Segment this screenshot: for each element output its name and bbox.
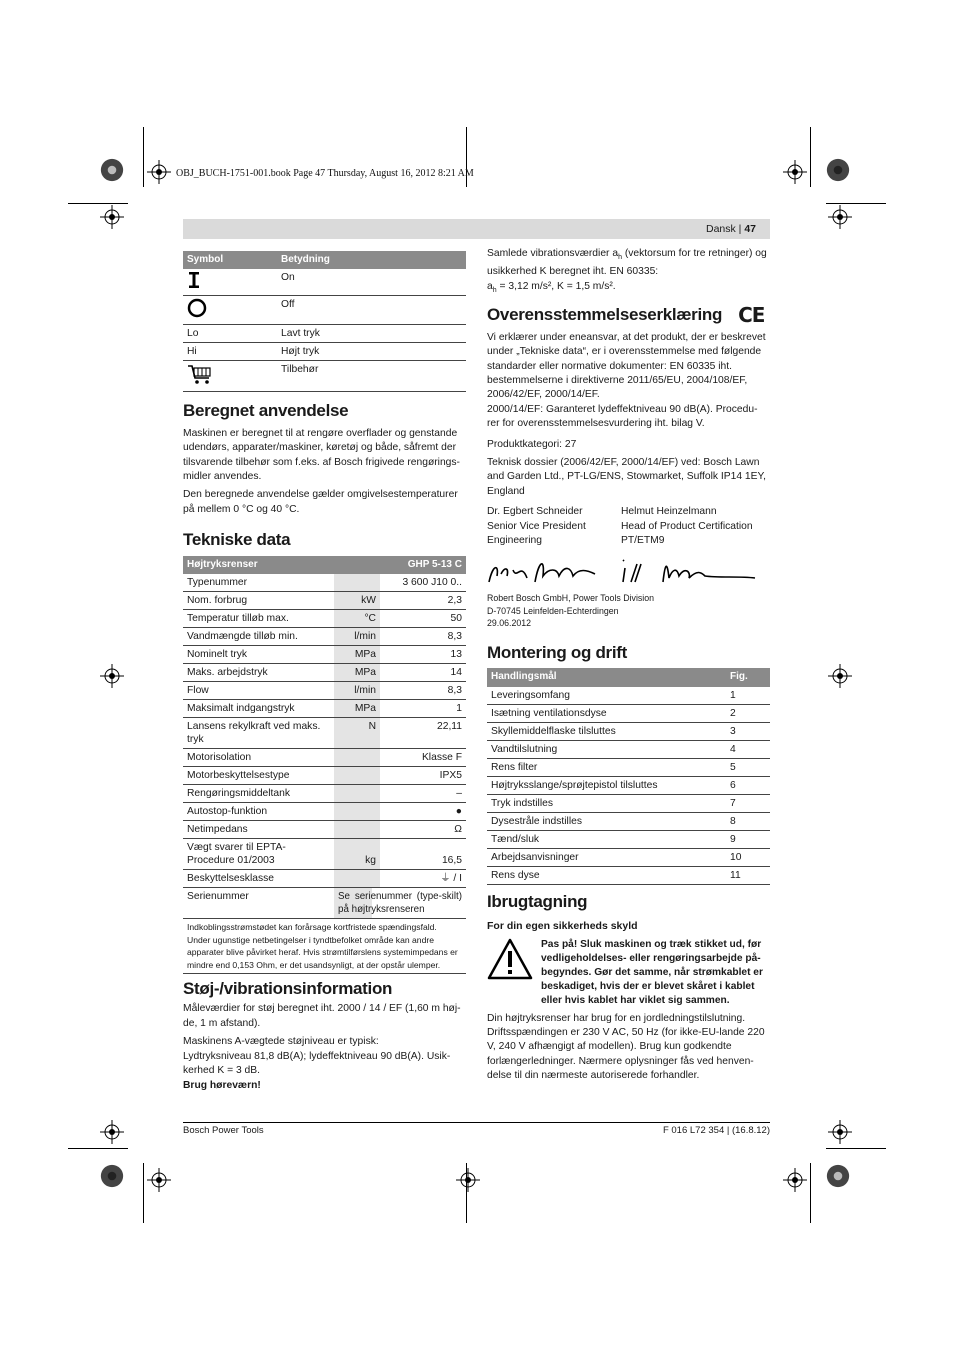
crosshair-icon: [100, 1120, 124, 1144]
spec-value: IPX5: [380, 767, 466, 785]
table-row: [183, 785, 466, 803]
spec-label: Motorbeskyttelsestype: [183, 767, 334, 785]
footer-right: F 016 L72 354 | (16.8.12): [662, 1125, 770, 1136]
company-address: Robert Bosch GmbH, Power Tools Division D-70745 Leinfelden-Echterdingen 29.06.2012: [487, 593, 655, 629]
spec-unit: [334, 767, 380, 785]
paragraph: Lydtryksniveau 81,8 dB(A); lydeffektniveau 90 dB(A). Usik-kerhed K = 3 dB.: [183, 1050, 451, 1077]
registration-wheel-icon: [100, 158, 124, 182]
table-row: [487, 776, 770, 794]
table-row: [183, 767, 466, 785]
spec-label: Lansens rekylkraft ved maks. tryk: [183, 718, 334, 749]
table-row: [183, 749, 466, 767]
spec-unit: °C: [334, 610, 380, 628]
spec-value: 16,5: [380, 839, 466, 870]
paragraph: Den beregnede anvendelse gælder omgivelsestemperaturer på mellem 0 °C og 40 °C.: [183, 489, 458, 515]
right-column: [487, 247, 770, 1088]
action-cell: Tænd/sluk: [487, 830, 726, 848]
table-row: [183, 325, 466, 343]
spec-unit: N: [334, 718, 380, 749]
crosshair-icon: [100, 664, 124, 688]
spec-value: 8,3: [380, 682, 466, 700]
meaning-cell: Off: [277, 296, 466, 325]
spec-unit: [334, 821, 380, 839]
table-row: [487, 830, 770, 848]
assembly-header-fig: Fig.: [726, 668, 770, 686]
spec-unit: [334, 785, 380, 803]
figure-cell: 2: [726, 704, 770, 722]
spec-value: 22,11: [380, 718, 466, 749]
tech-data-table: [183, 556, 466, 974]
spec-unit: kW: [334, 592, 380, 610]
table-row: [183, 821, 466, 839]
safety-subtitle: For din egen sikkerheds skyld: [487, 920, 638, 933]
spec-unit: [334, 574, 380, 592]
crosshair-icon: [828, 205, 852, 229]
spec-value: 50: [380, 610, 466, 628]
crosshair-icon: [783, 1168, 807, 1192]
action-cell: Rens filter: [487, 758, 726, 776]
footer-left: Bosch Power Tools: [183, 1125, 264, 1136]
figure-cell: 10: [726, 848, 770, 866]
figure-cell: 7: [726, 794, 770, 812]
figure-cell: 3: [726, 722, 770, 740]
figure-cell: 11: [726, 866, 770, 884]
table-row: [183, 269, 466, 296]
signer-title: Senior Vice President: [487, 520, 586, 532]
symbols-header-meaning: Betydning: [277, 251, 466, 269]
spec-value: 14: [380, 664, 466, 682]
signer-dept: PT/ETM9: [621, 535, 665, 546]
spec-value: 3 600 J10 0..: [380, 574, 466, 592]
spec-unit: kg: [334, 839, 380, 870]
table-row: [487, 866, 770, 884]
spec-value: ●: [380, 803, 466, 821]
table-row: [183, 646, 466, 664]
section-title: Montering og drift: [487, 642, 628, 662]
paragraph: Produktkategori: 27: [487, 438, 577, 450]
table-row: [183, 803, 466, 821]
warning-block: [487, 938, 770, 1008]
registration-wheel-icon: [826, 1164, 850, 1188]
section-title: Tekniske data: [183, 530, 291, 550]
table-row: [183, 296, 466, 325]
table-row: [487, 848, 770, 866]
spec-label: Maks. arbejdstryk: [183, 664, 334, 682]
action-cell: Leveringsomfang: [487, 687, 726, 705]
figure-cell: 4: [726, 740, 770, 758]
tech-header-left: Højtryksrenser: [183, 556, 334, 574]
spec-label: Temperatur tilløb max.: [183, 610, 334, 628]
figure-cell: 5: [726, 758, 770, 776]
meaning-cell: Lavt tryk: [277, 325, 466, 343]
spec-label: Motorisolation: [183, 749, 334, 767]
table-row: [183, 664, 466, 682]
meaning-cell: Tilbehør: [277, 361, 466, 392]
action-cell: Vandtilslutning: [487, 740, 726, 758]
spec-label: Nom. forbrug: [183, 592, 334, 610]
paragraph: Din højtryksrenser har brug for en jordledningstilslutning. Driftsspændingen er 230 V AC, 50 Hz (for ikke-EU-lande 220 V, 240 V afhængigt af modellen). Brug kun godkendte forlængerledninger. Nærmere oplysninger fås ved henven-delse til din nærmeste autoriserede forhandler.: [487, 1012, 765, 1082]
crop-mark: [68, 203, 128, 204]
table-row: [487, 704, 770, 722]
section-title: Beregnet anvendelse: [183, 401, 349, 421]
paragraph: Vi erklærer under eneansvar, at det produkt, der er beskrevet under „Tekniske data“, er i overensstemmelse med følgende standarder eller normative dokumenter: EN 60335 iht. bestemmelserne i direktiverne 2011/65/EU, 2004/108/EF, 2006/42/EF, 2000/14/EF.: [487, 331, 766, 401]
spec-label: Beskyttelsesklasse: [183, 870, 334, 888]
paragraph: Måleværdier for støj beregnet iht. 2000 / 14 / EF (1,60 m høj-de, 1 m afstand).: [183, 1003, 461, 1029]
crosshair-icon: [828, 1120, 852, 1144]
crop-mark: [810, 127, 811, 187]
figure-cell: 1: [726, 687, 770, 705]
spec-label: Rengøringsmiddeltank: [183, 785, 334, 803]
signature-2: [619, 554, 759, 590]
crosshair-icon: [100, 205, 124, 229]
spec-value: 13: [380, 646, 466, 664]
table-row: [183, 700, 466, 718]
spec-unit: [334, 803, 380, 821]
table-row: [183, 592, 466, 610]
page-header: [183, 219, 770, 239]
signers: [487, 505, 770, 548]
spec-value: 2,3: [380, 592, 466, 610]
spec-label: Vægt svarer til EPTA-Procedure 01/2003: [183, 839, 334, 870]
paragraph: Maskinens A-vægtede støjniveau er typisk:: [183, 1036, 379, 1048]
crop-mark: [810, 1163, 811, 1223]
left-column: [183, 251, 466, 1097]
registration-wheel-icon: [100, 1164, 124, 1188]
table-row: [487, 812, 770, 830]
action-cell: Rens dyse: [487, 866, 726, 884]
warning-text: Pas på! Sluk maskinen og træk stikket ud, før vedligeholdelses- eller rengøringsarbejde på-begyndes. Gør det samme, når strømkablet er beskadiget, hvis der er blevet skåret i kablet eller hvis kablet har viklet sig sammen.: [541, 938, 763, 1006]
table-row: [487, 758, 770, 776]
spec-value: ⏚ / I: [380, 870, 466, 888]
table-row: [183, 888, 466, 919]
accessory-cart-icon: [187, 363, 213, 385]
table-row: [183, 610, 466, 628]
section-title: Støj-/vibrationsinformation: [183, 979, 393, 999]
spec-label: Vandmængde tilløb min.: [183, 628, 334, 646]
symbol-cell: [183, 296, 277, 325]
spec-value: 1: [380, 700, 466, 718]
action-cell: Dysestråle indstilles: [487, 812, 726, 830]
section-title: Ibrugtagning: [487, 891, 588, 911]
paragraph: Teknisk dossier (2006/42/EF, 2000/14/EF) ved: Bosch Lawn and Garden Ltd., PT-LG/ENS, Stowmarket, Suffolk IP14 1EY, England: [487, 456, 766, 497]
section-title: Overensstemmelseserklæring: [487, 305, 723, 325]
spec-label: Maksimalt indgangstryk: [183, 700, 334, 718]
assembly-table: [487, 668, 770, 884]
table-row: [487, 722, 770, 740]
assembly-header-action: Handlingsmål: [487, 668, 726, 686]
symbol-cell: Lo: [183, 325, 277, 343]
spec-unit: l/min: [334, 682, 380, 700]
spec-value: Se serienummer (type-skilt) på højtryksrenseren: [334, 888, 466, 919]
header-language: Dansk: [705, 223, 736, 235]
paragraph-bold: Brug høreværn!: [183, 1079, 261, 1091]
registration-wheel-icon: [826, 158, 850, 182]
spec-label: Flow: [183, 682, 334, 700]
symbols-header-symbol: Symbol: [183, 251, 277, 269]
page-number: 47: [744, 223, 756, 235]
figure-cell: 9: [726, 830, 770, 848]
table-row: [183, 682, 466, 700]
spec-unit: MPa: [334, 664, 380, 682]
crosshair-icon: [456, 1168, 480, 1192]
crosshair-icon: [828, 664, 852, 688]
crop-mark: [826, 203, 886, 204]
symbol-cell: Hi: [183, 343, 277, 361]
spec-label: Autostop-funktion: [183, 803, 334, 821]
signatures: [487, 552, 770, 592]
off-icon: [187, 298, 207, 318]
crosshair-icon: [147, 160, 171, 184]
symbols-table: [183, 251, 466, 392]
on-icon: [187, 271, 201, 289]
signer-name: Dr. Egbert Schneider: [487, 506, 583, 518]
crosshair-icon: [783, 160, 807, 184]
table-row: [183, 628, 466, 646]
signer-name: Helmut Heinzelmann: [621, 506, 717, 518]
print-slug: OBJ_BUCH-1751-001.book Page 47 Thursday, August 16, 2012 8:21 AM: [176, 168, 474, 179]
action-cell: Arbejdsanvisninger: [487, 848, 726, 866]
action-cell: Skyllemiddelflaske tilsluttes: [487, 722, 726, 740]
spec-label: Netimpedans: [183, 821, 334, 839]
spec-value: 8,3: [380, 628, 466, 646]
table-row: [487, 740, 770, 758]
spec-unit: [334, 870, 380, 888]
table-row: [183, 718, 466, 749]
figure-cell: 6: [726, 776, 770, 794]
spec-label: Nominelt tryk: [183, 646, 334, 664]
spec-value: Klasse F: [380, 749, 466, 767]
action-cell: Højtryksslange/sprøjtepistol tilsluttes: [487, 776, 726, 794]
paragraph: Maskinen er beregnet til at rengøre overflader og genstande udendørs, apparater/maskiner, køretøj og både, såfremt der tilsvarende tilbehør som f.eks. af Bosch frigivede rengørings-midler anvendes.: [183, 427, 460, 483]
tech-header-right: GHP 5-13 C: [380, 556, 466, 574]
crop-mark: [143, 1163, 144, 1223]
meaning-cell: On: [277, 269, 466, 296]
table-row: [183, 361, 466, 392]
spec-value: Ω: [380, 821, 466, 839]
spec-label: Serienummer: [183, 888, 334, 919]
table-row: [487, 687, 770, 705]
crop-mark: [826, 1148, 886, 1149]
signer-dept: Engineering: [487, 535, 542, 546]
spec-unit: [334, 749, 380, 767]
tech-footnote: Indkoblingsstrømstødet kan forårsage kortfristede spændingsfald. Under ugunstige netbetingelser i tyndtbefolket område kan andre apparater blive påvirket heraf. Hvis strømtilførslens systemimpedans er mindre end 0,153 Ohm, er det usandsynligt, at der opstår ulemper.: [183, 919, 466, 974]
crosshair-icon: [147, 1168, 171, 1192]
ce-mark: CE: [738, 303, 765, 328]
spec-unit: MPa: [334, 646, 380, 664]
crop-mark: [68, 1148, 128, 1149]
header-language-page: Dansk | 47: [705, 223, 756, 235]
meaning-cell: Højt tryk: [277, 343, 466, 361]
table-row: [183, 574, 466, 592]
action-cell: Isætning ventilationsdyse: [487, 704, 726, 722]
spec-label: Typenummer: [183, 574, 334, 592]
signature-1: [487, 554, 607, 590]
spec-value: –: [380, 785, 466, 803]
table-row: [183, 839, 466, 870]
table-row: [183, 870, 466, 888]
paragraph: 2000/14/EF: Garanteret lydeffektniveau 90 dB(A). Procedu-rer for overensstemmelsesvurdering iht. bilag V.: [487, 403, 758, 430]
vibration-paragraph: Samlede vibrationsværdier $a_h$ (vektorsum for tre retninger) og usikkerhed K beregnet iht. EN 60335: $a_h = 3,12$ m/s², K = 1,5 m/s².: [487, 248, 767, 294]
symbol-cell: [183, 269, 277, 296]
action-cell: Tryk indstilles: [487, 794, 726, 812]
signer-title: Head of Product Certification: [621, 520, 753, 532]
footer-rule: [183, 1122, 770, 1123]
symbol-cell: [183, 361, 277, 392]
figure-cell: 8: [726, 812, 770, 830]
spec-unit: l/min: [334, 628, 380, 646]
crop-mark: [143, 127, 144, 187]
warning-triangle-icon: [487, 938, 533, 980]
table-row: [183, 343, 466, 361]
spec-unit: MPa: [334, 700, 380, 718]
table-row: [487, 794, 770, 812]
